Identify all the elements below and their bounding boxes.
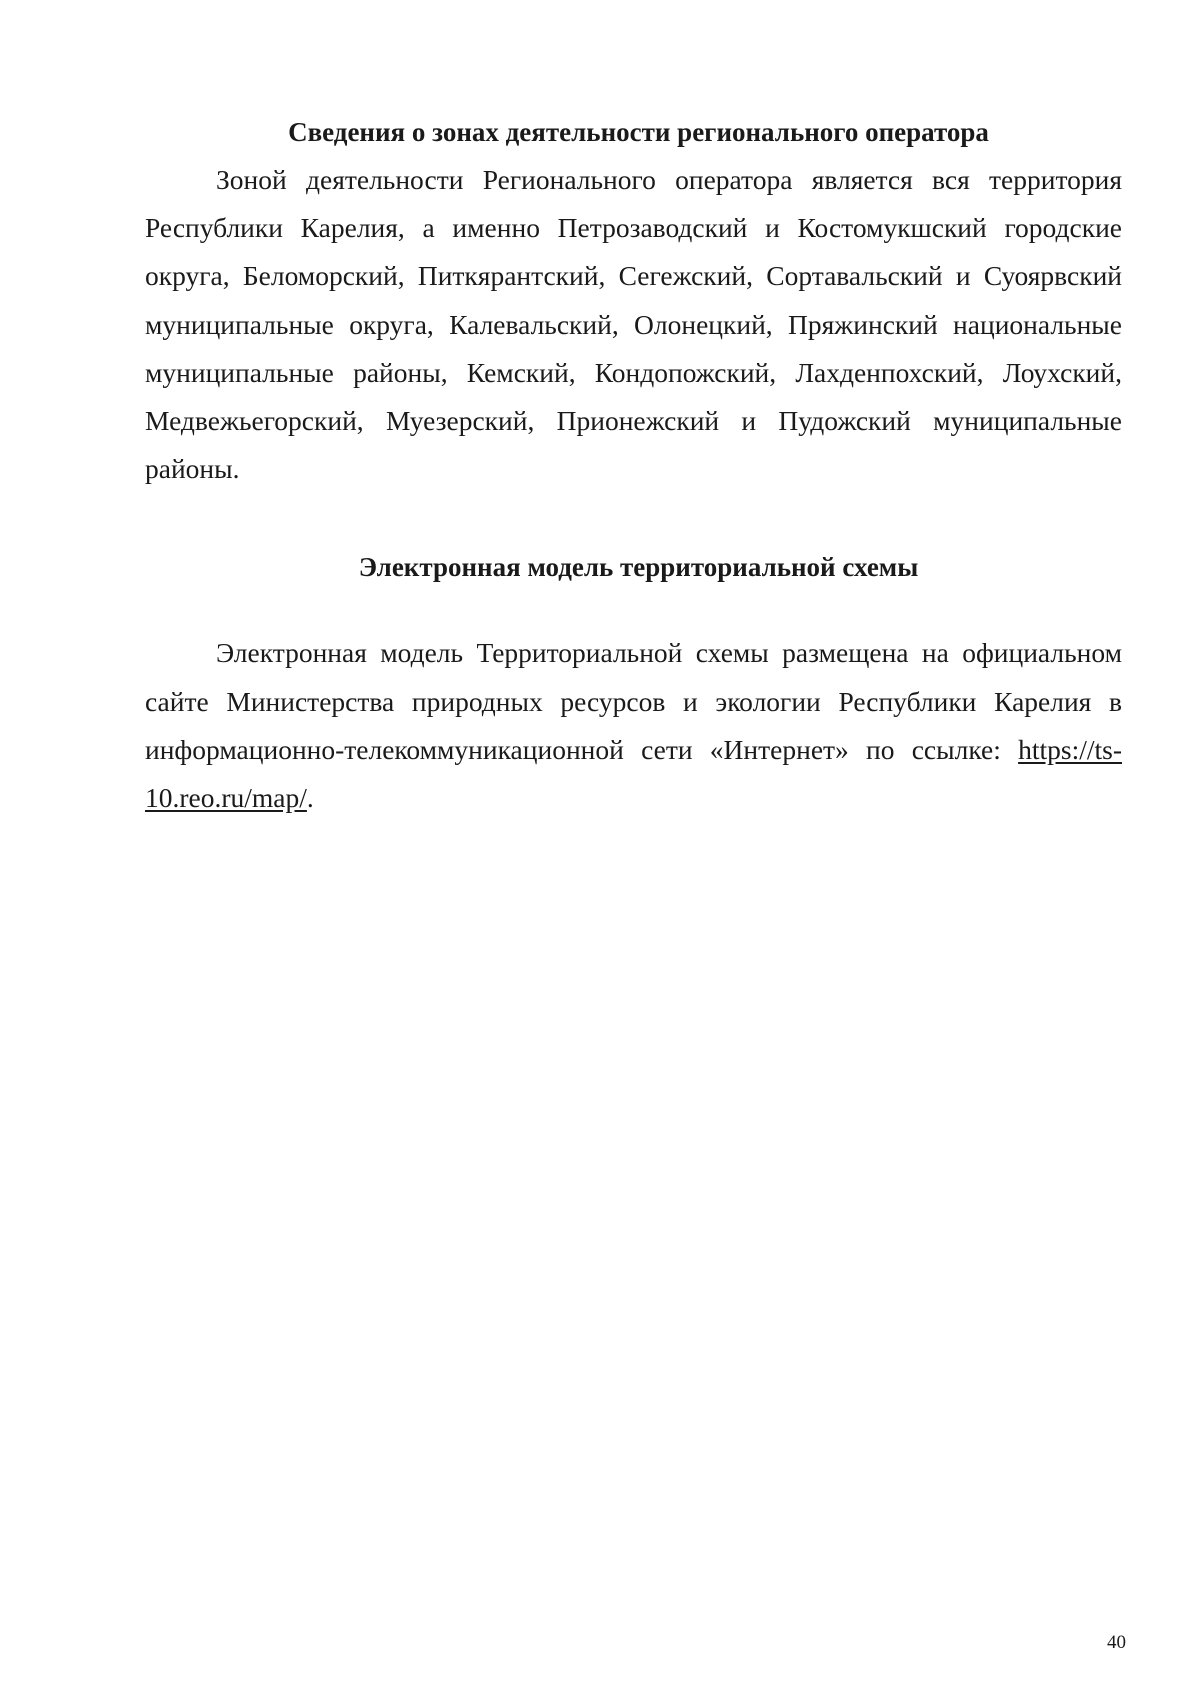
page-content xyxy=(145,108,1122,822)
electronic-model-text: Электронная модель Территориальной схемы размещена на официальном сайте Министерства природных ресурсов и экологии Республики Карелия в информационно-телекоммуникационной сети «Интернет» по ссылке: xyxy=(145,637,1122,765)
map-link[interactable]: https://ts-10.reo.ru/map/ xyxy=(145,733,1122,814)
section-heading-electronic-model: Электронная модель территориальной схемы xyxy=(358,552,919,583)
operator-zones-paragraph: Зоной деятельности Регионального оператора является вся территория Республики Карелия, а именно Петрозаводский и Костомукшский городские округа, Беломорский, Питкярантский, Сегежский, Сортавальский и Суоярвский муниципальные округа, Калевальский, Олонецкий, Пряжинский национальные муниципальные районы, Кемский, Кондопожский, Лахденпохский, Лоухский, Медвежьегорский, Муезерский, Прионежский и Пудожский муниципальные районы. xyxy=(145,164,1122,485)
page-number: 40 xyxy=(1107,1632,1126,1653)
electronic-model-paragraph xyxy=(145,629,1122,822)
section-heading-operator-zones: Сведения о зонах деятельности регионального оператора xyxy=(288,117,989,147)
paragraph-end-period: . xyxy=(306,782,314,814)
